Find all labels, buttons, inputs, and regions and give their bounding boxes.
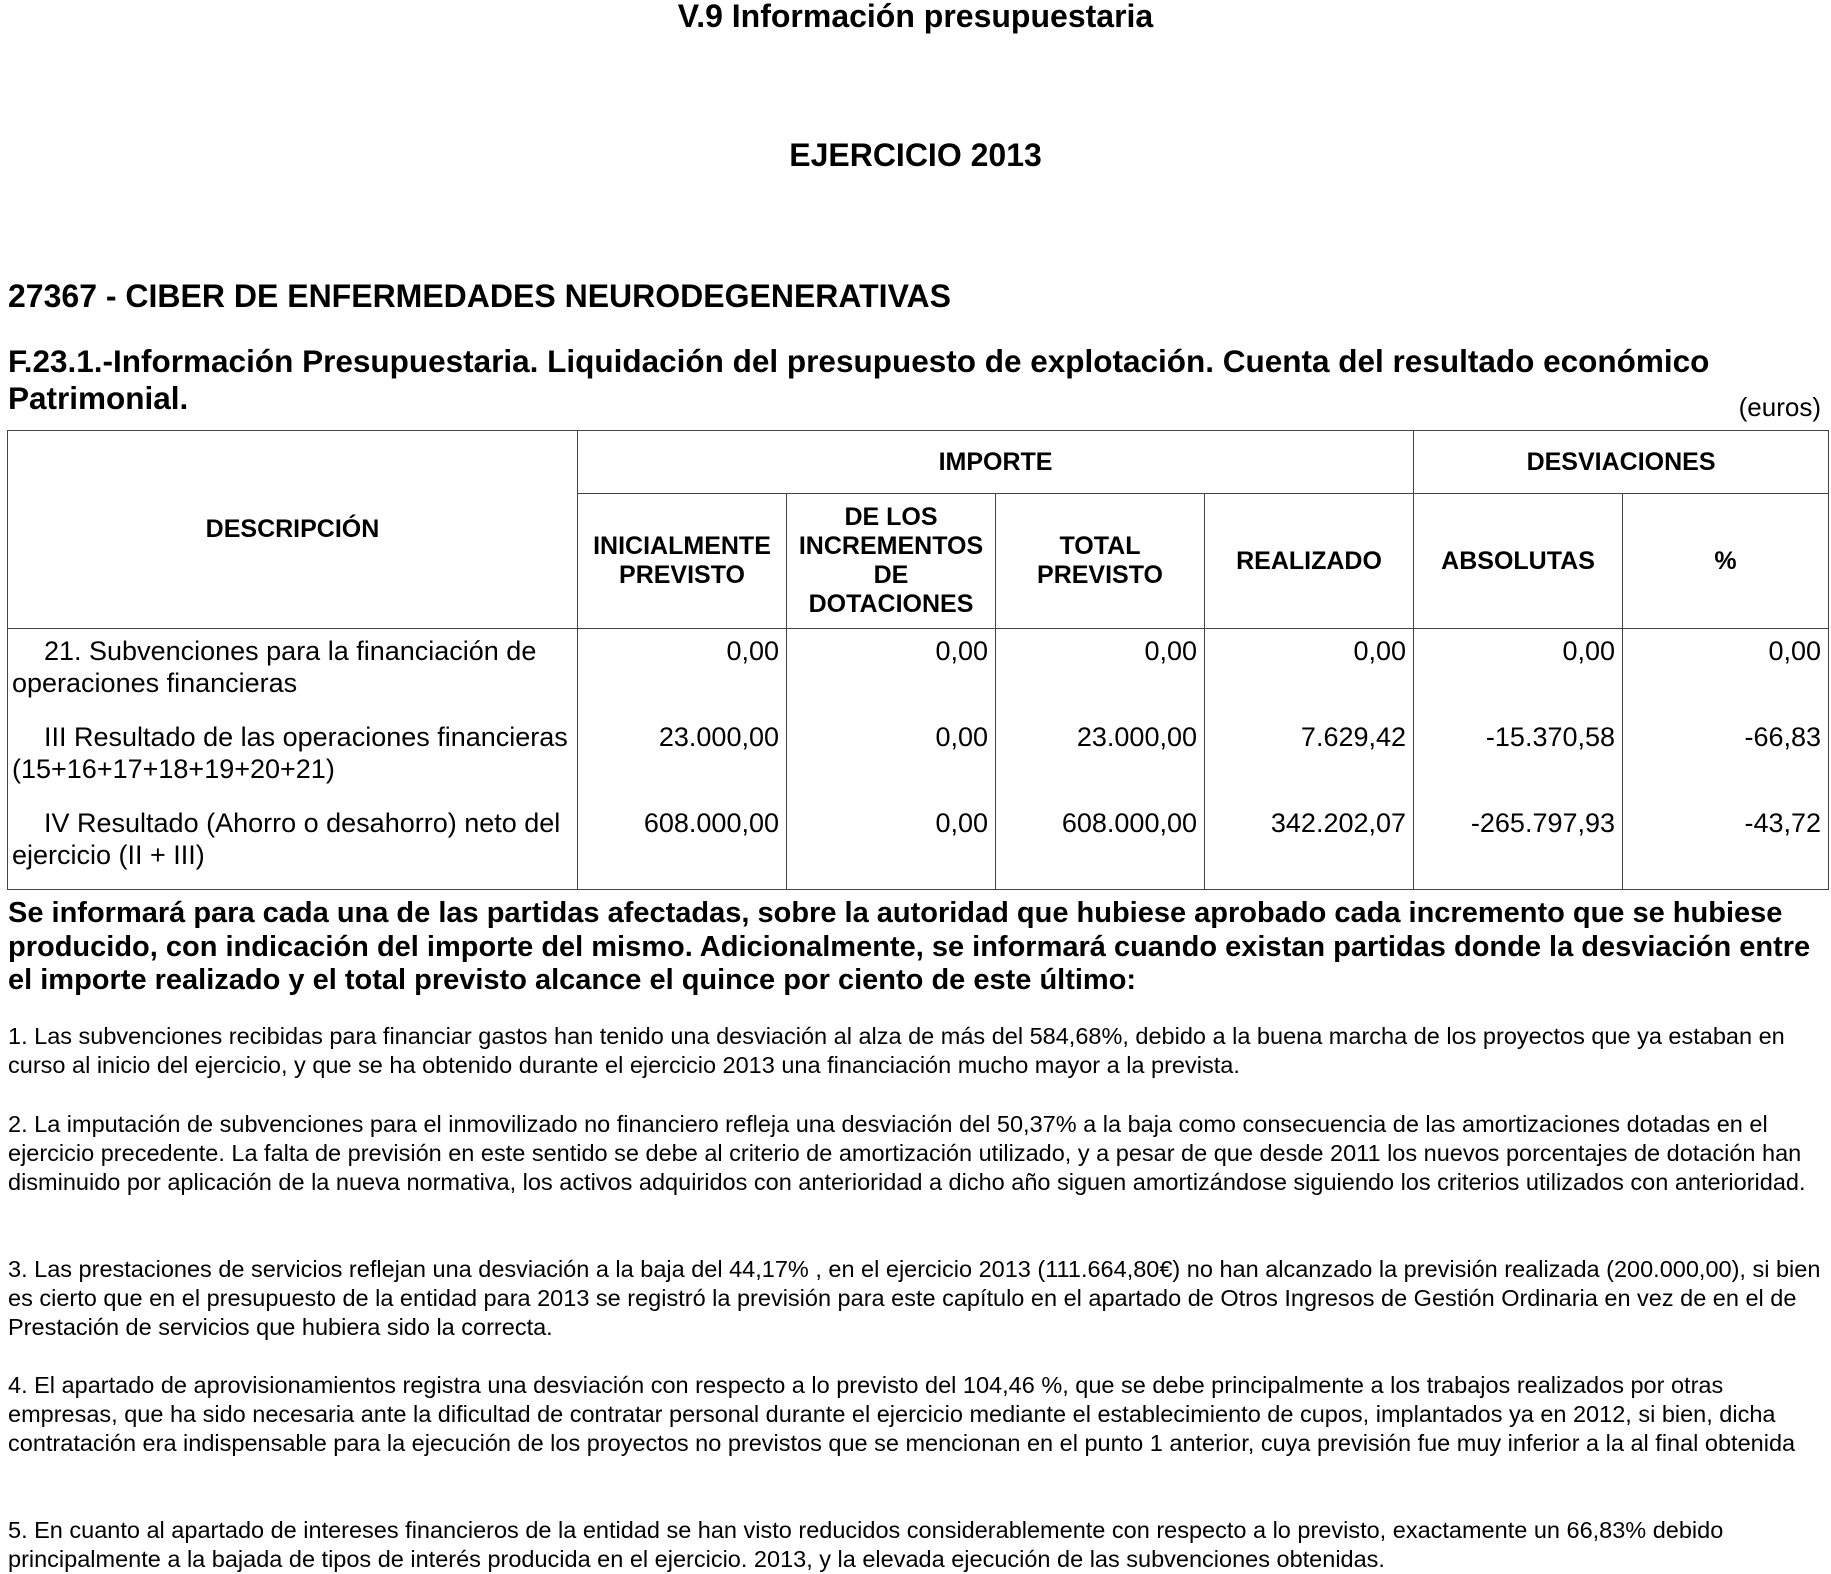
cell-realizado: 7.629,42 [1205, 715, 1414, 801]
group-header-desviaciones: DESVIACIONES [1414, 431, 1829, 494]
section-title: V.9 Información presupuestaria [677, 0, 1154, 34]
row-description: 21. Subvenciones para la financiación de operaciones financieras [8, 629, 578, 716]
note-paragraph-4: 4. El apartado de aprovisionamientos registra una desviación con respecto a lo previsto del 104,46 %, que se debe principalmente a los trabajos realizados por otras empresas, que ha sido necesaria ante la dificultad de contratar personal durante el ejercicio mediante el establecimiento de cupos, implantados ya en 2012, si bien, dicha contratación era indispensable para la ejecución de los proyectos no previstos que se mencionan en el punto 1 anterior, cuya previsión fue muy inferior a la al final obtenida [8, 1372, 1796, 1456]
row-description: III Resultado de las operaciones financieras (15+16+17+18+19+20+21) [8, 715, 578, 801]
cell-inicialmente-previsto: 23.000,00 [578, 715, 787, 801]
cell-realizado: 342.202,07 [1205, 801, 1414, 890]
cell-porcentaje: -43,72 [1623, 801, 1829, 890]
col-header-inicialmente-previsto: INICIALMENTE PREVISTO [578, 494, 787, 629]
cell-incrementos: 0,00 [787, 801, 996, 890]
table-row [8, 629, 1829, 716]
cell-incrementos: 0,00 [787, 629, 996, 716]
cell-total-previsto: 0,00 [996, 629, 1205, 716]
cell-porcentaje: -66,83 [1623, 715, 1829, 801]
note-paragraph-5: 5. En cuanto al apartado de intereses financieros de la entidad se han visto reducidos considerablemente con respecto a lo previsto, exactamente un 66,83% debido principalmente a la bajada de tipos de interés producida en el ejercicio. 2013, y la elevada ejecución de las subvenciones obtenidas. [8, 1517, 1724, 1572]
note-paragraph-1: 1. Las subvenciones recibidas para financiar gastos han tenido una desviación al alza de más del 584,68%, debido a la buena marcha de los proyectos que ya estaban en curso al inicio del ejercicio, y que se ha obtenido durante el ejercicio 2013 una financiación mucho mayor a la prevista. [8, 1023, 1785, 1078]
col-header-total-previsto: TOTAL PREVISTO [996, 494, 1205, 629]
col-header-incrementos: DE LOS INCREMENTOS DE DOTACIONES [787, 494, 996, 629]
row-description: IV Resultado (Ahorro o desahorro) neto del ejercicio (II + III) [8, 801, 578, 890]
col-header-realizado: REALIZADO [1205, 494, 1414, 629]
group-header-importe: IMPORTE [578, 431, 1414, 494]
group-header-row [8, 431, 1829, 494]
table-row [8, 715, 1829, 801]
cell-absolutas: -15.370,58 [1414, 715, 1623, 801]
cell-absolutas: 0,00 [1414, 629, 1623, 716]
cell-total-previsto: 23.000,00 [996, 715, 1205, 801]
cell-total-previsto: 608.000,00 [996, 801, 1205, 890]
exercise-title: EJERCICIO 2013 [789, 137, 1042, 173]
note-paragraph-2: 2. La imputación de subvenciones para el inmovilizado no financiero refleja una desviación del 50,37% a la baja como consecuencia de las amortizaciones dotadas en el ejercicio precedente. La falta de previsión en este sentido se debe al criterio de amortización utilizado, y a pesar de que desde 2011 los nuevos porcentajes de dotación han disminuido por aplicación de la nueva normativa, los activos adquiridos con anterioridad a dicho año siguen amortizándose siguiendo los criterios utilizados con anterioridad. [8, 1111, 1806, 1195]
col-header-descripcion: DESCRIPCIÓN [8, 431, 578, 629]
cell-realizado: 0,00 [1205, 629, 1414, 716]
note-paragraph-3: 3. Las prestaciones de servicios reflejan una desviación a la baja del 44,17% , en el ejercicio 2013 (111.664,80€) no han alcanzado la previsión realizada (200.000,00), si bien es cierto que en el presupuesto de la entidad para 2013 se registró la previsión para este capítulo en el apartado de Otros Ingresos de Gestión Ordinaria en vez de en el de Prestación de servicios que hubiera sido la correcta. [8, 1256, 1821, 1340]
table-row [8, 801, 1829, 890]
budget-table [7, 430, 1829, 890]
entity-title: 27367 - CIBER DE ENFERMEDADES NEURODEGENERATIVAS [8, 278, 951, 314]
col-header-absolutas: ABSOLUTAS [1414, 494, 1623, 629]
cell-inicialmente-previsto: 608.000,00 [578, 801, 787, 890]
cell-incrementos: 0,00 [787, 715, 996, 801]
cell-inicialmente-previsto: 0,00 [578, 629, 787, 716]
units-label: (euros) [1738, 392, 1821, 422]
cell-porcentaje: 0,00 [1623, 629, 1829, 716]
cell-absolutas: -265.797,93 [1414, 801, 1623, 890]
report-subtitle: F.23.1.-Información Presupuestaria. Liquidación del presupuesto de explotación. Cuenta del resultado económico Patrimonial. [8, 343, 1710, 416]
deviation-note-heading: Se informará para cada una de las partidas afectadas, sobre la autoridad que hubiese aprobado cada incremento que se hubiese producido, con indicación del importe del mismo. Adicionalmente, se informará cuando existan partidas donde la desviación entre el importe realizado y el total previsto alcance el quince por ciento de este último: [8, 897, 1811, 996]
col-header-porcentaje: % [1623, 494, 1829, 629]
